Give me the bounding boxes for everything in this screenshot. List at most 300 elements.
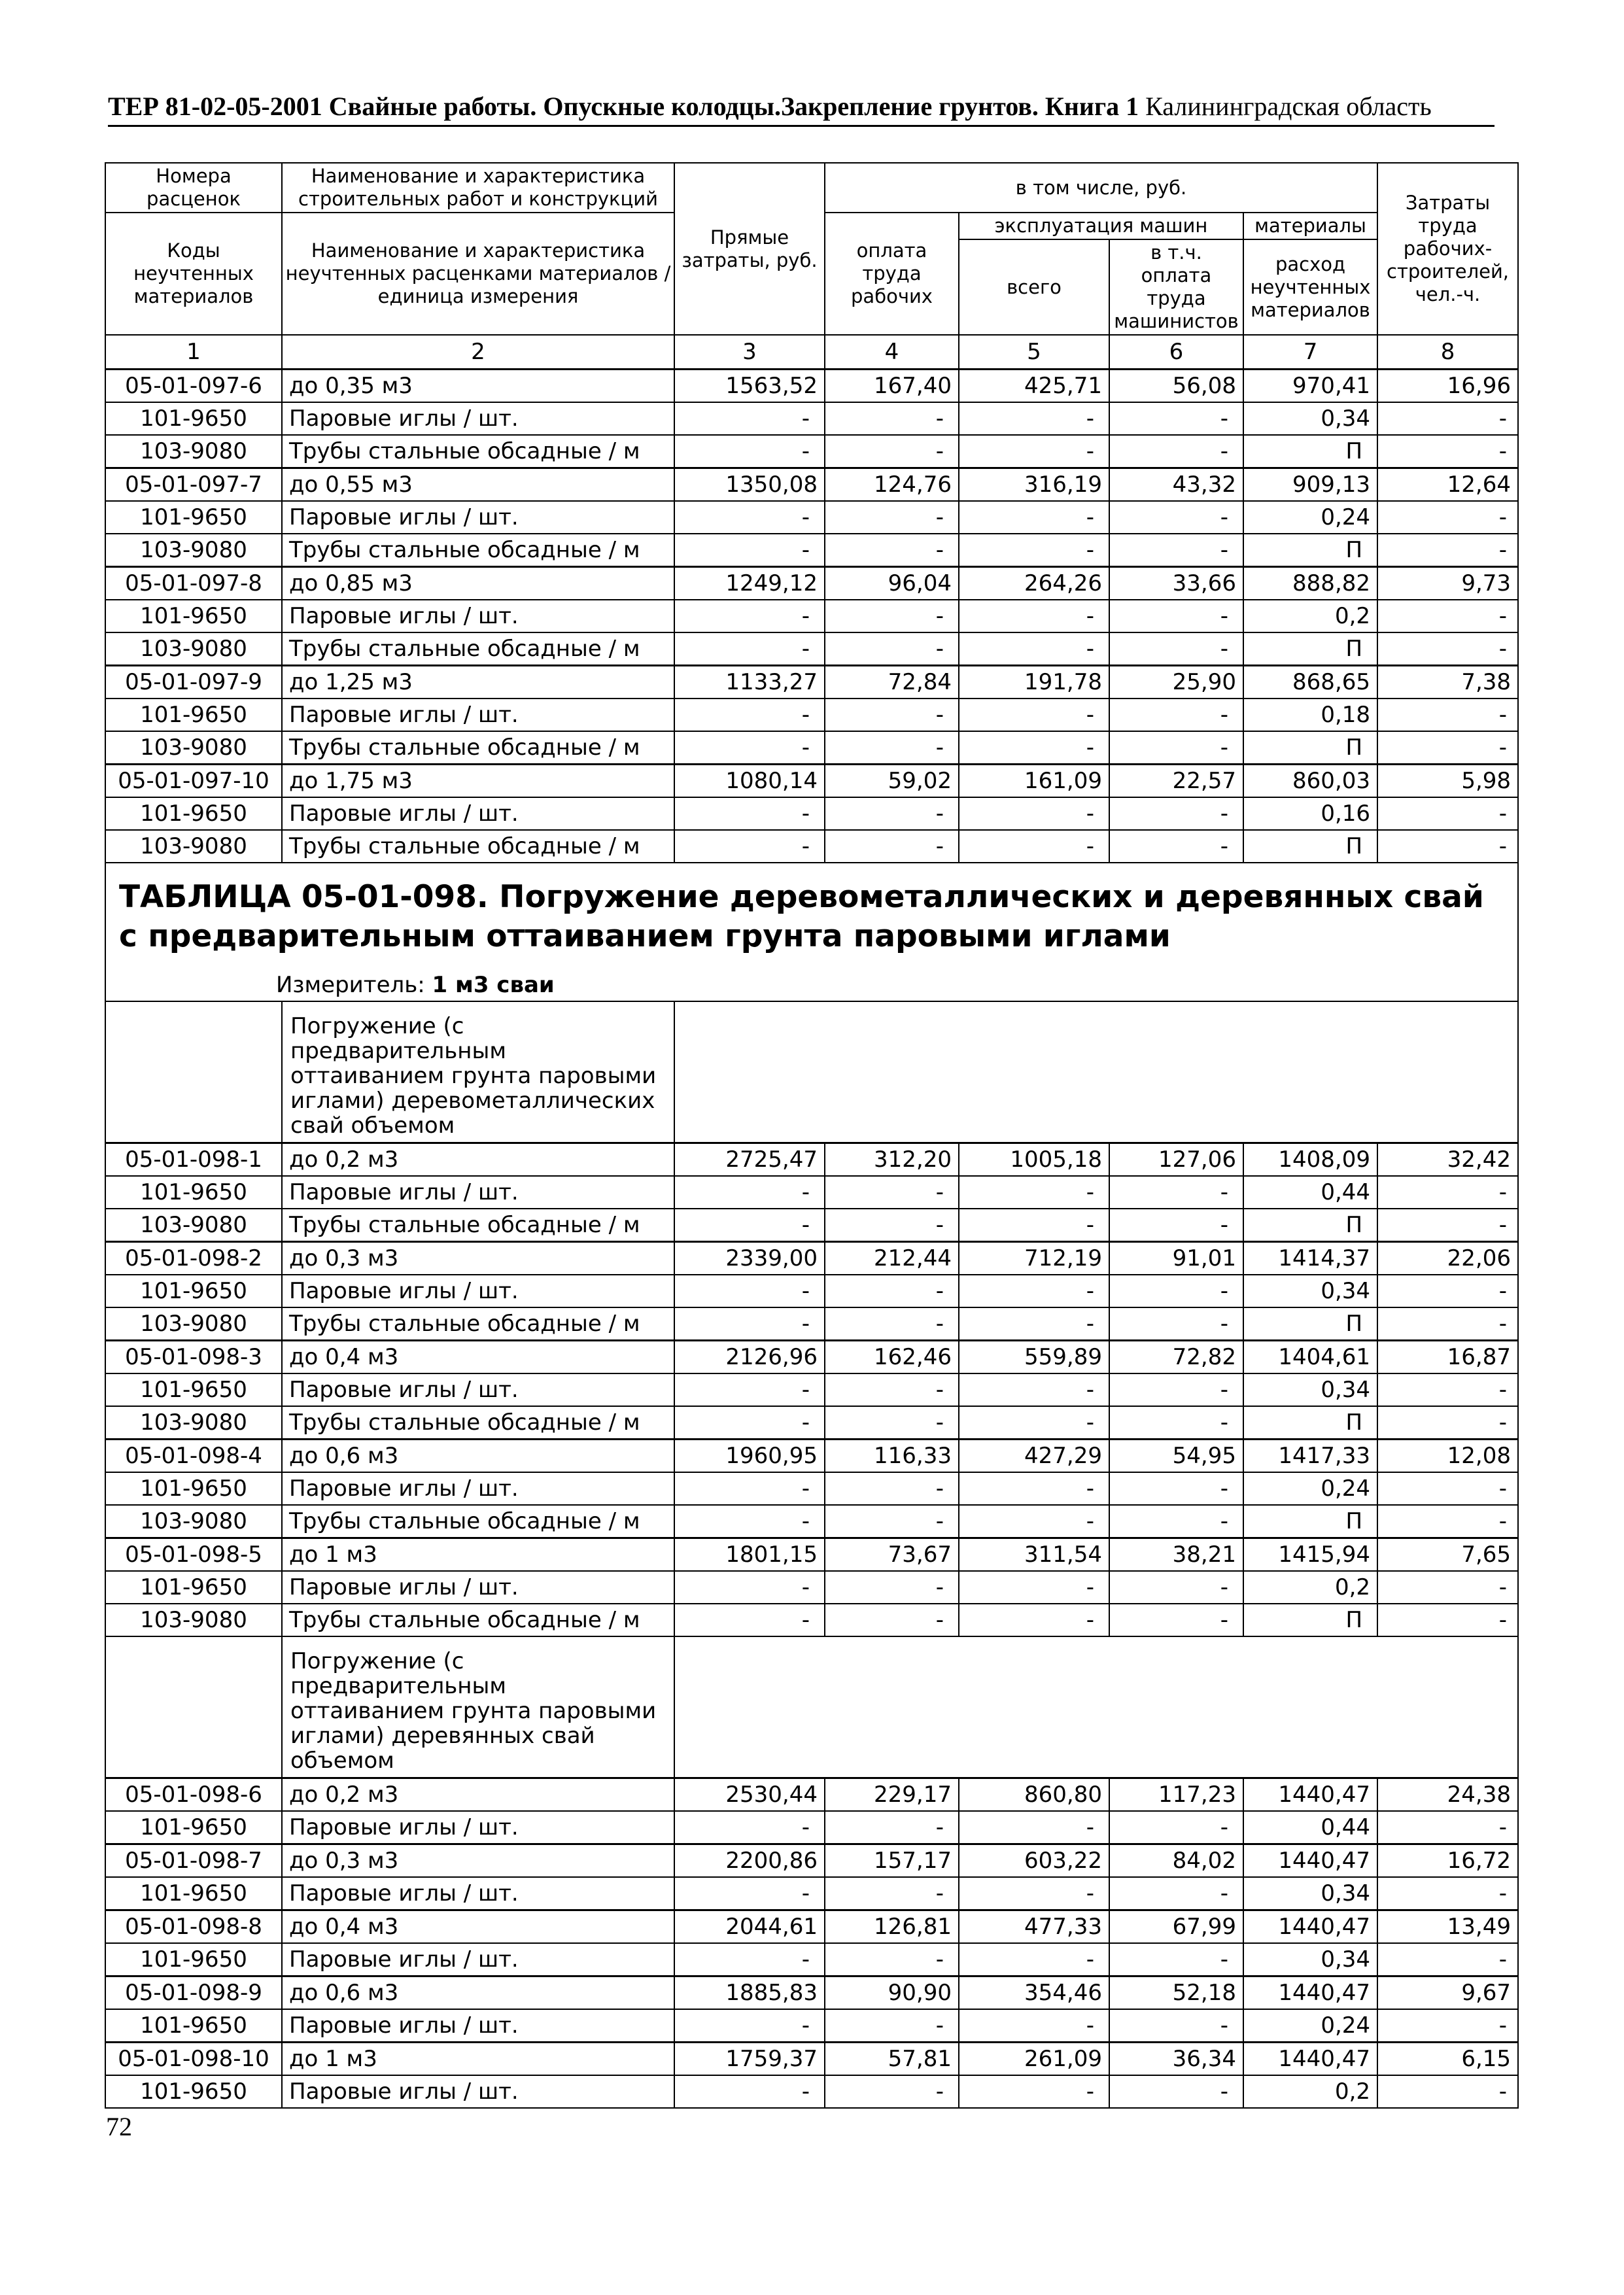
value-cell: 161,09 — [959, 765, 1109, 798]
value-cell: 1133,27 — [674, 666, 825, 699]
value-cell: - — [825, 402, 959, 435]
value-cell: - — [959, 1943, 1109, 1976]
work-description-cell: до 0,6 м3 — [282, 1440, 674, 1473]
material-code-cell: 101-9650 — [105, 1811, 282, 1844]
value-cell: - — [1377, 632, 1518, 666]
value-cell: - — [1109, 731, 1243, 765]
material-name-cell: Трубы стальные обсадные / м — [282, 632, 674, 666]
value-cell: - — [1109, 1505, 1243, 1538]
material-code-cell: 101-9650 — [105, 1877, 282, 1910]
measure-label: Измеритель: — [276, 972, 425, 998]
value-cell: П — [1243, 830, 1377, 863]
value-cell: 124,76 — [825, 468, 959, 502]
column-number: 6 — [1109, 335, 1243, 370]
value-cell: - — [825, 1406, 959, 1440]
column-number: 2 — [282, 335, 674, 370]
value-cell: - — [959, 2009, 1109, 2043]
work-description-cell: до 0,4 м3 — [282, 1341, 674, 1374]
value-cell: 59,02 — [825, 765, 959, 798]
value-cell: 22,57 — [1109, 765, 1243, 798]
column-number: 8 — [1377, 335, 1518, 370]
material-name-cell: Паровые иглы / шт. — [282, 1373, 674, 1406]
value-cell: - — [1109, 1406, 1243, 1440]
value-cell: - — [959, 1472, 1109, 1505]
value-cell: 312,20 — [825, 1143, 959, 1177]
work-description-cell: до 1 м3 — [282, 1538, 674, 1572]
header-machines: эксплуатация машин — [959, 213, 1243, 239]
value-cell: 54,95 — [1109, 1440, 1243, 1473]
value-cell: - — [959, 1877, 1109, 1910]
value-cell: - — [1109, 402, 1243, 435]
rate-code-cell: 05-01-097-7 — [105, 468, 282, 502]
table-row — [105, 534, 1518, 567]
section-empty-cell — [674, 1636, 1518, 1778]
value-cell: - — [959, 435, 1109, 468]
value-cell: - — [674, 501, 825, 534]
table-title-cell — [105, 863, 1518, 956]
value-cell: - — [674, 1943, 825, 1976]
value-cell: - — [1109, 699, 1243, 731]
value-cell: - — [1377, 797, 1518, 830]
column-number: 7 — [1243, 335, 1377, 370]
table-row — [105, 600, 1518, 632]
value-cell: 9,73 — [1377, 567, 1518, 600]
value-cell: - — [959, 797, 1109, 830]
value-cell: 0,24 — [1243, 501, 1377, 534]
value-cell: 157,17 — [825, 1844, 959, 1878]
value-cell: 1801,15 — [674, 1538, 825, 1572]
value-cell: - — [1109, 1877, 1243, 1910]
material-name-cell: Паровые иглы / шт. — [282, 2075, 674, 2108]
value-cell: - — [825, 1943, 959, 1976]
value-cell: 96,04 — [825, 567, 959, 600]
material-name-cell: Трубы стальные обсадные / м — [282, 435, 674, 468]
value-cell: 1415,94 — [1243, 1538, 1377, 1572]
material-code-cell: 101-9650 — [105, 1275, 282, 1307]
value-cell: - — [959, 1505, 1109, 1538]
work-description-cell: до 0,85 м3 — [282, 567, 674, 600]
header-labor-cost: Затраты труда рабочих-строителей, чел.-ч. — [1377, 163, 1518, 335]
table-row — [105, 1307, 1518, 1341]
work-description-cell: до 1 м3 — [282, 2043, 674, 2076]
value-cell: 43,32 — [1109, 468, 1243, 502]
value-cell: 2530,44 — [674, 1778, 825, 1812]
value-cell: - — [674, 1604, 825, 1636]
value-cell: 0,2 — [1243, 2075, 1377, 2108]
value-cell: - — [1377, 1275, 1518, 1307]
value-cell: 12,08 — [1377, 1440, 1518, 1473]
material-code-cell: 103-9080 — [105, 534, 282, 567]
work-description-cell: до 1,25 м3 — [282, 666, 674, 699]
material-code-cell: 101-9650 — [105, 1373, 282, 1406]
value-cell: - — [825, 797, 959, 830]
material-name-cell: Трубы стальные обсадные / м — [282, 1209, 674, 1242]
column-number: 5 — [959, 335, 1109, 370]
value-cell: - — [674, 402, 825, 435]
table-row — [105, 1976, 1518, 2010]
value-cell: 56,08 — [1109, 370, 1243, 403]
value-cell: 72,82 — [1109, 1341, 1243, 1374]
value-cell: 1885,83 — [674, 1976, 825, 2010]
value-cell: - — [674, 534, 825, 567]
value-cell: - — [1377, 1811, 1518, 1844]
material-code-cell: 101-9650 — [105, 1176, 282, 1209]
value-cell: - — [959, 600, 1109, 632]
header-in-total: в том числе, руб. — [825, 163, 1377, 213]
material-code-cell: 101-9650 — [105, 1571, 282, 1604]
table-row — [105, 632, 1518, 666]
value-cell: П — [1243, 534, 1377, 567]
table-row — [105, 435, 1518, 468]
value-cell: 0,34 — [1243, 1275, 1377, 1307]
material-name-cell: Паровые иглы / шт. — [282, 1176, 674, 1209]
value-cell: - — [825, 1209, 959, 1242]
value-cell: 712,19 — [959, 1242, 1109, 1275]
value-cell: 0,16 — [1243, 797, 1377, 830]
value-cell: 5,98 — [1377, 765, 1518, 798]
table-row — [105, 1143, 1518, 1177]
section-wood-block — [105, 1636, 1518, 1778]
material-code-cell: 103-9080 — [105, 1307, 282, 1341]
value-cell: - — [1109, 632, 1243, 666]
value-cell: - — [825, 731, 959, 765]
table-row — [105, 765, 1518, 798]
table-row — [105, 2009, 1518, 2043]
table-row — [105, 830, 1518, 863]
material-code-cell: 103-9080 — [105, 1604, 282, 1636]
header-materials-sub: расход неучтенных материалов — [1243, 239, 1377, 335]
value-cell: - — [825, 501, 959, 534]
value-cell: - — [959, 402, 1109, 435]
value-cell: 38,21 — [1109, 1538, 1243, 1572]
value-cell: - — [825, 1811, 959, 1844]
value-cell: - — [674, 1571, 825, 1604]
value-cell: 909,13 — [1243, 468, 1377, 502]
material-code-cell: 101-9650 — [105, 600, 282, 632]
rates-table — [105, 162, 1519, 2109]
measure-value: 1 м3 сваи — [432, 972, 555, 998]
value-cell: - — [1109, 1176, 1243, 1209]
value-cell: 2200,86 — [674, 1844, 825, 1878]
value-cell: - — [1109, 1604, 1243, 1636]
material-name-cell: Паровые иглы / шт. — [282, 1275, 674, 1307]
value-cell: - — [1109, 600, 1243, 632]
section-empty-cell — [105, 1001, 282, 1143]
rate-code-cell: 05-01-098-4 — [105, 1440, 282, 1473]
value-cell: - — [674, 1472, 825, 1505]
value-cell: 16,87 — [1377, 1341, 1518, 1374]
material-name-cell: Трубы стальные обсадные / м — [282, 830, 674, 863]
table-header — [105, 163, 1518, 370]
value-cell: - — [1377, 1505, 1518, 1538]
value-cell: П — [1243, 1406, 1377, 1440]
value-cell: - — [1109, 1811, 1243, 1844]
value-cell: 0,34 — [1243, 402, 1377, 435]
value-cell: 2126,96 — [674, 1341, 825, 1374]
material-name-cell: Паровые иглы / шт. — [282, 1811, 674, 1844]
table-row — [105, 1910, 1518, 1944]
table-body-097 — [105, 370, 1518, 863]
value-cell: - — [959, 1209, 1109, 1242]
value-cell: - — [1377, 2075, 1518, 2108]
value-cell: 0,34 — [1243, 1373, 1377, 1406]
value-cell: - — [1377, 501, 1518, 534]
table-row — [105, 1943, 1518, 1976]
table-row — [105, 1472, 1518, 1505]
value-cell: 0,34 — [1243, 1943, 1377, 1976]
table-row — [105, 567, 1518, 600]
work-description-cell: до 0,6 м3 — [282, 1976, 674, 2010]
value-cell: - — [1109, 1571, 1243, 1604]
value-cell: 1960,95 — [674, 1440, 825, 1473]
rate-code-cell: 05-01-098-3 — [105, 1341, 282, 1374]
material-name-cell: Паровые иглы / шт. — [282, 1877, 674, 1910]
value-cell: 603,22 — [959, 1844, 1109, 1878]
value-cell: - — [825, 2009, 959, 2043]
value-cell: - — [674, 1406, 825, 1440]
value-cell: - — [825, 632, 959, 666]
material-code-cell: 103-9080 — [105, 830, 282, 863]
table-row — [105, 1877, 1518, 1910]
page-header — [108, 88, 1494, 127]
value-cell: 0,2 — [1243, 600, 1377, 632]
value-cell: 264,26 — [959, 567, 1109, 600]
rate-code-cell: 05-01-098-7 — [105, 1844, 282, 1878]
value-cell: 2044,61 — [674, 1910, 825, 1944]
value-cell: 73,67 — [825, 1538, 959, 1572]
rate-code-cell: 05-01-098-10 — [105, 2043, 282, 2076]
material-name-cell: Паровые иглы / шт. — [282, 402, 674, 435]
value-cell: - — [1109, 1275, 1243, 1307]
value-cell: - — [1109, 2075, 1243, 2108]
value-cell: 1417,33 — [1243, 1440, 1377, 1473]
table-row — [105, 1811, 1518, 1844]
value-cell: 126,81 — [825, 1910, 959, 1944]
value-cell: - — [1377, 1406, 1518, 1440]
value-cell: 212,44 — [825, 1242, 959, 1275]
value-cell: П — [1243, 1604, 1377, 1636]
work-description-cell: до 0,2 м3 — [282, 1778, 674, 1812]
value-cell: 84,02 — [1109, 1844, 1243, 1878]
value-cell: 162,46 — [825, 1341, 959, 1374]
rate-code-cell: 05-01-097-8 — [105, 567, 282, 600]
column-number: 3 — [674, 335, 825, 370]
value-cell: - — [1109, 1373, 1243, 1406]
value-cell: - — [825, 699, 959, 731]
rate-code-cell: 05-01-098-2 — [105, 1242, 282, 1275]
value-cell: 25,90 — [1109, 666, 1243, 699]
value-cell: - — [1109, 1209, 1243, 1242]
value-cell: - — [959, 2075, 1109, 2108]
value-cell: 2339,00 — [674, 1242, 825, 1275]
value-cell: - — [1109, 2009, 1243, 2043]
material-code-cell: 103-9080 — [105, 435, 282, 468]
header-name-top: Наименование и характеристика строительных работ и конструкций — [282, 163, 674, 213]
value-cell: - — [1377, 600, 1518, 632]
value-cell: 7,38 — [1377, 666, 1518, 699]
header-codes-top: Номера расценок — [105, 163, 282, 213]
value-cell: - — [825, 1472, 959, 1505]
value-cell: - — [1377, 1877, 1518, 1910]
value-cell: - — [674, 600, 825, 632]
value-cell: 1408,09 — [1243, 1143, 1377, 1177]
table-row — [105, 501, 1518, 534]
value-cell: - — [1377, 1307, 1518, 1341]
measure-cell — [105, 956, 1518, 1001]
value-cell: - — [959, 1406, 1109, 1440]
value-cell: - — [825, 435, 959, 468]
section-empty-cell — [105, 1636, 282, 1778]
work-description-cell: до 0,4 м3 — [282, 1910, 674, 1944]
material-name-cell: Паровые иглы / шт. — [282, 797, 674, 830]
table-title: ТАБЛИЦА 05-01-098. Погружение деревометаллических и деревянных свай с предварительным оттаиванием грунта паровыми иглами — [119, 879, 1484, 954]
value-cell: - — [959, 534, 1109, 567]
value-cell: - — [825, 2075, 959, 2108]
value-cell: - — [825, 830, 959, 863]
rate-code-cell: 05-01-098-8 — [105, 1910, 282, 1944]
rate-code-cell: 05-01-097-9 — [105, 666, 282, 699]
rate-code-cell: 05-01-097-6 — [105, 370, 282, 403]
table-row — [105, 1373, 1518, 1406]
value-cell: 1440,47 — [1243, 1910, 1377, 1944]
value-cell: 91,01 — [1109, 1242, 1243, 1275]
value-cell: 888,82 — [1243, 567, 1377, 600]
work-description-cell: до 0,2 м3 — [282, 1143, 674, 1177]
table-row — [105, 1275, 1518, 1307]
value-cell: П — [1243, 1307, 1377, 1341]
value-cell: 13,49 — [1377, 1910, 1518, 1944]
value-cell: 1414,37 — [1243, 1242, 1377, 1275]
value-cell: - — [959, 1373, 1109, 1406]
value-cell: 0,24 — [1243, 2009, 1377, 2043]
value-cell: 36,34 — [1109, 2043, 1243, 2076]
value-cell: 32,42 — [1377, 1143, 1518, 1177]
value-cell: - — [1377, 534, 1518, 567]
value-cell: 0,44 — [1243, 1176, 1377, 1209]
table-body-098-wood — [105, 1778, 1518, 2109]
value-cell: 354,46 — [959, 1976, 1109, 2010]
material-code-cell: 101-9650 — [105, 2075, 282, 2108]
table-title-block — [105, 863, 1518, 1143]
material-code-cell: 103-9080 — [105, 1505, 282, 1538]
value-cell: П — [1243, 1505, 1377, 1538]
rate-code-cell: 05-01-098-9 — [105, 1976, 282, 2010]
value-cell: - — [959, 699, 1109, 731]
table-body-098-metal — [105, 1143, 1518, 1637]
table-row — [105, 1505, 1518, 1538]
value-cell: 90,90 — [825, 1976, 959, 2010]
value-cell: - — [1377, 1176, 1518, 1209]
column-number: 1 — [105, 335, 282, 370]
table-row — [105, 370, 1518, 403]
value-cell: - — [959, 731, 1109, 765]
material-code-cell: 101-9650 — [105, 1943, 282, 1976]
value-cell: 1005,18 — [959, 1143, 1109, 1177]
material-code-cell: 103-9080 — [105, 731, 282, 765]
table-row — [105, 468, 1518, 502]
value-cell: - — [1109, 1472, 1243, 1505]
work-description-cell: до 0,55 м3 — [282, 468, 674, 502]
value-cell: 1404,61 — [1243, 1341, 1377, 1374]
value-cell: - — [1109, 534, 1243, 567]
table-row — [105, 1176, 1518, 1209]
material-name-cell: Трубы стальные обсадные / м — [282, 1505, 674, 1538]
value-cell: 9,67 — [1377, 1976, 1518, 2010]
value-cell: - — [825, 1307, 959, 1341]
value-cell: 0,18 — [1243, 699, 1377, 731]
value-cell: 6,15 — [1377, 2043, 1518, 2076]
material-name-cell: Паровые иглы / шт. — [282, 1472, 674, 1505]
value-cell: - — [1377, 2009, 1518, 2043]
value-cell: - — [1377, 1571, 1518, 1604]
value-cell: - — [1109, 435, 1243, 468]
table-row — [105, 402, 1518, 435]
value-cell: 16,96 — [1377, 370, 1518, 403]
value-cell: - — [1377, 731, 1518, 765]
value-cell: - — [1109, 1307, 1243, 1341]
value-cell: 117,23 — [1109, 1778, 1243, 1812]
value-cell: П — [1243, 632, 1377, 666]
value-cell: 860,80 — [959, 1778, 1109, 1812]
value-cell: 2725,47 — [674, 1143, 825, 1177]
value-cell: - — [825, 1571, 959, 1604]
value-cell: 1249,12 — [674, 567, 825, 600]
value-cell: - — [674, 2009, 825, 2043]
value-cell: 316,19 — [959, 468, 1109, 502]
work-description-cell: до 0,35 м3 — [282, 370, 674, 403]
value-cell: - — [959, 632, 1109, 666]
value-cell: 427,29 — [959, 1440, 1109, 1473]
value-cell: - — [674, 797, 825, 830]
value-cell: - — [1109, 501, 1243, 534]
table-row — [105, 666, 1518, 699]
material-name-cell: Трубы стальные обсадные / м — [282, 1406, 674, 1440]
material-name-cell: Паровые иглы / шт. — [282, 501, 674, 534]
value-cell: - — [825, 1877, 959, 1910]
value-cell: 477,33 — [959, 1910, 1109, 1944]
value-cell: - — [1377, 1209, 1518, 1242]
value-cell: 127,06 — [1109, 1143, 1243, 1177]
value-cell: - — [959, 1176, 1109, 1209]
value-cell: - — [1377, 402, 1518, 435]
table-row — [105, 2043, 1518, 2076]
value-cell: 116,33 — [825, 1440, 959, 1473]
value-cell: - — [1377, 1943, 1518, 1976]
value-cell: 559,89 — [959, 1341, 1109, 1374]
material-code-cell: 101-9650 — [105, 699, 282, 731]
rate-code-cell: 05-01-098-6 — [105, 1778, 282, 1812]
material-code-cell: 101-9650 — [105, 2009, 282, 2043]
value-cell: - — [674, 1307, 825, 1341]
column-number: 4 — [825, 335, 959, 370]
value-cell: - — [674, 435, 825, 468]
value-cell: 229,17 — [825, 1778, 959, 1812]
value-cell: - — [825, 1275, 959, 1307]
rate-code-cell: 05-01-098-5 — [105, 1538, 282, 1572]
value-cell: 860,03 — [1243, 765, 1377, 798]
value-cell: 425,71 — [959, 370, 1109, 403]
value-cell: - — [825, 1373, 959, 1406]
table-row — [105, 1440, 1518, 1473]
material-name-cell: Паровые иглы / шт. — [282, 1571, 674, 1604]
value-cell: - — [825, 534, 959, 567]
section-metal-description: Погружение (с предварительным оттаиванием грунта паровыми иглами) деревометаллических свай объемом — [282, 1001, 674, 1143]
column-numbers-row — [105, 335, 1518, 370]
value-cell: - — [1377, 1604, 1518, 1636]
material-name-cell: Трубы стальные обсадные / м — [282, 534, 674, 567]
table-row — [105, 1209, 1518, 1242]
value-cell: - — [1377, 830, 1518, 863]
